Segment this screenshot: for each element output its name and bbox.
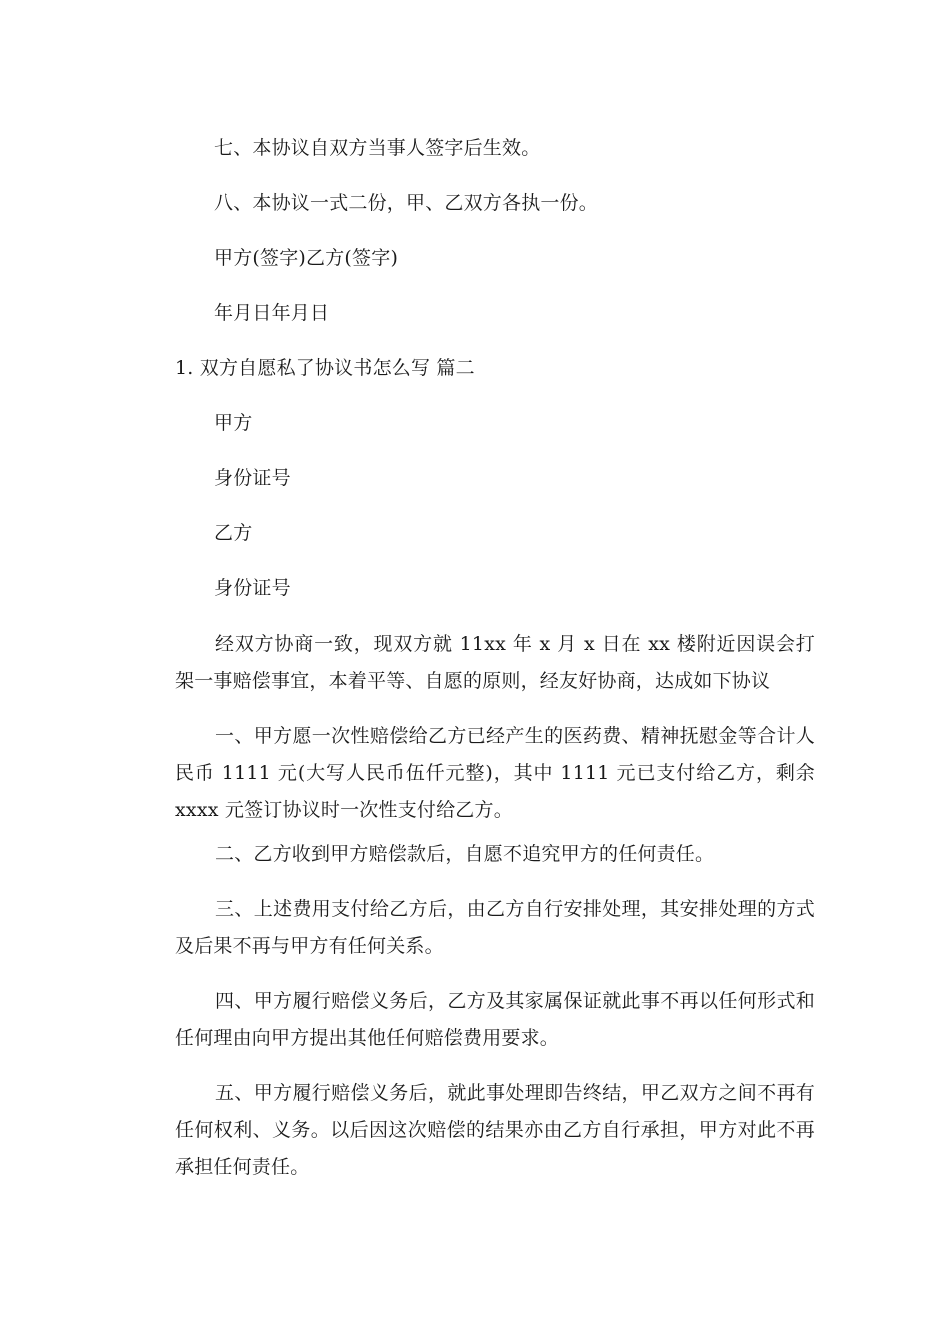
section-heading: 1. 双方自愿私了协议书怎么写 篇二 [175, 357, 475, 379]
date-line: 年月日年月日 [214, 302, 330, 324]
party-b-label: 乙方 [214, 522, 253, 544]
article-one: 一、甲方愿一次性赔偿给乙方已经产生的医药费、精神抚慰金等合计人民币 1111 元(大写人民币伍仟元整)，其中 1111 元已支付给乙方，剩余 xxxx 元签订协议时一次性支付给乙方。 [175, 725, 815, 821]
clause-eight: 八、本协议一式二份，甲、乙双方各执一份。 [214, 192, 599, 214]
signature-line: 甲方(签字)乙方(签字) [214, 247, 399, 269]
article-two: 二、乙方收到甲方赔偿款后，自愿不追究甲方的任何责任。 [215, 843, 715, 865]
preamble-paragraph: 经双方协商一致，现双方就 11xx 年 x 月 x 日在 xx 楼附近因误会打架一事赔偿事宜，本着平等、自愿的原则，经友好协商，达成如下协议 [175, 633, 815, 692]
article-four: 四、甲方履行赔偿义务后，乙方及其家属保证就此事不再以任何形式和任何理由向甲方提出其他任何赔偿费用要求。 [175, 990, 815, 1049]
party-a-label: 甲方 [214, 412, 253, 434]
party-a-id-label: 身份证号 [214, 467, 291, 489]
clause-seven: 七、本协议自双方当事人签字后生效。 [214, 137, 541, 159]
article-five: 五、甲方履行赔偿义务后，就此事处理即告终结，甲乙双方之间不再有任何权利、义务。以后因这次赔偿的结果亦由乙方自行承担，甲方对此不再承担任何责任。 [175, 1082, 815, 1178]
article-three: 三、上述费用支付给乙方后，由乙方自行安排处理，其安排处理的方式及后果不再与甲方有任何关系。 [175, 898, 815, 957]
party-b-id-label: 身份证号 [214, 577, 291, 599]
